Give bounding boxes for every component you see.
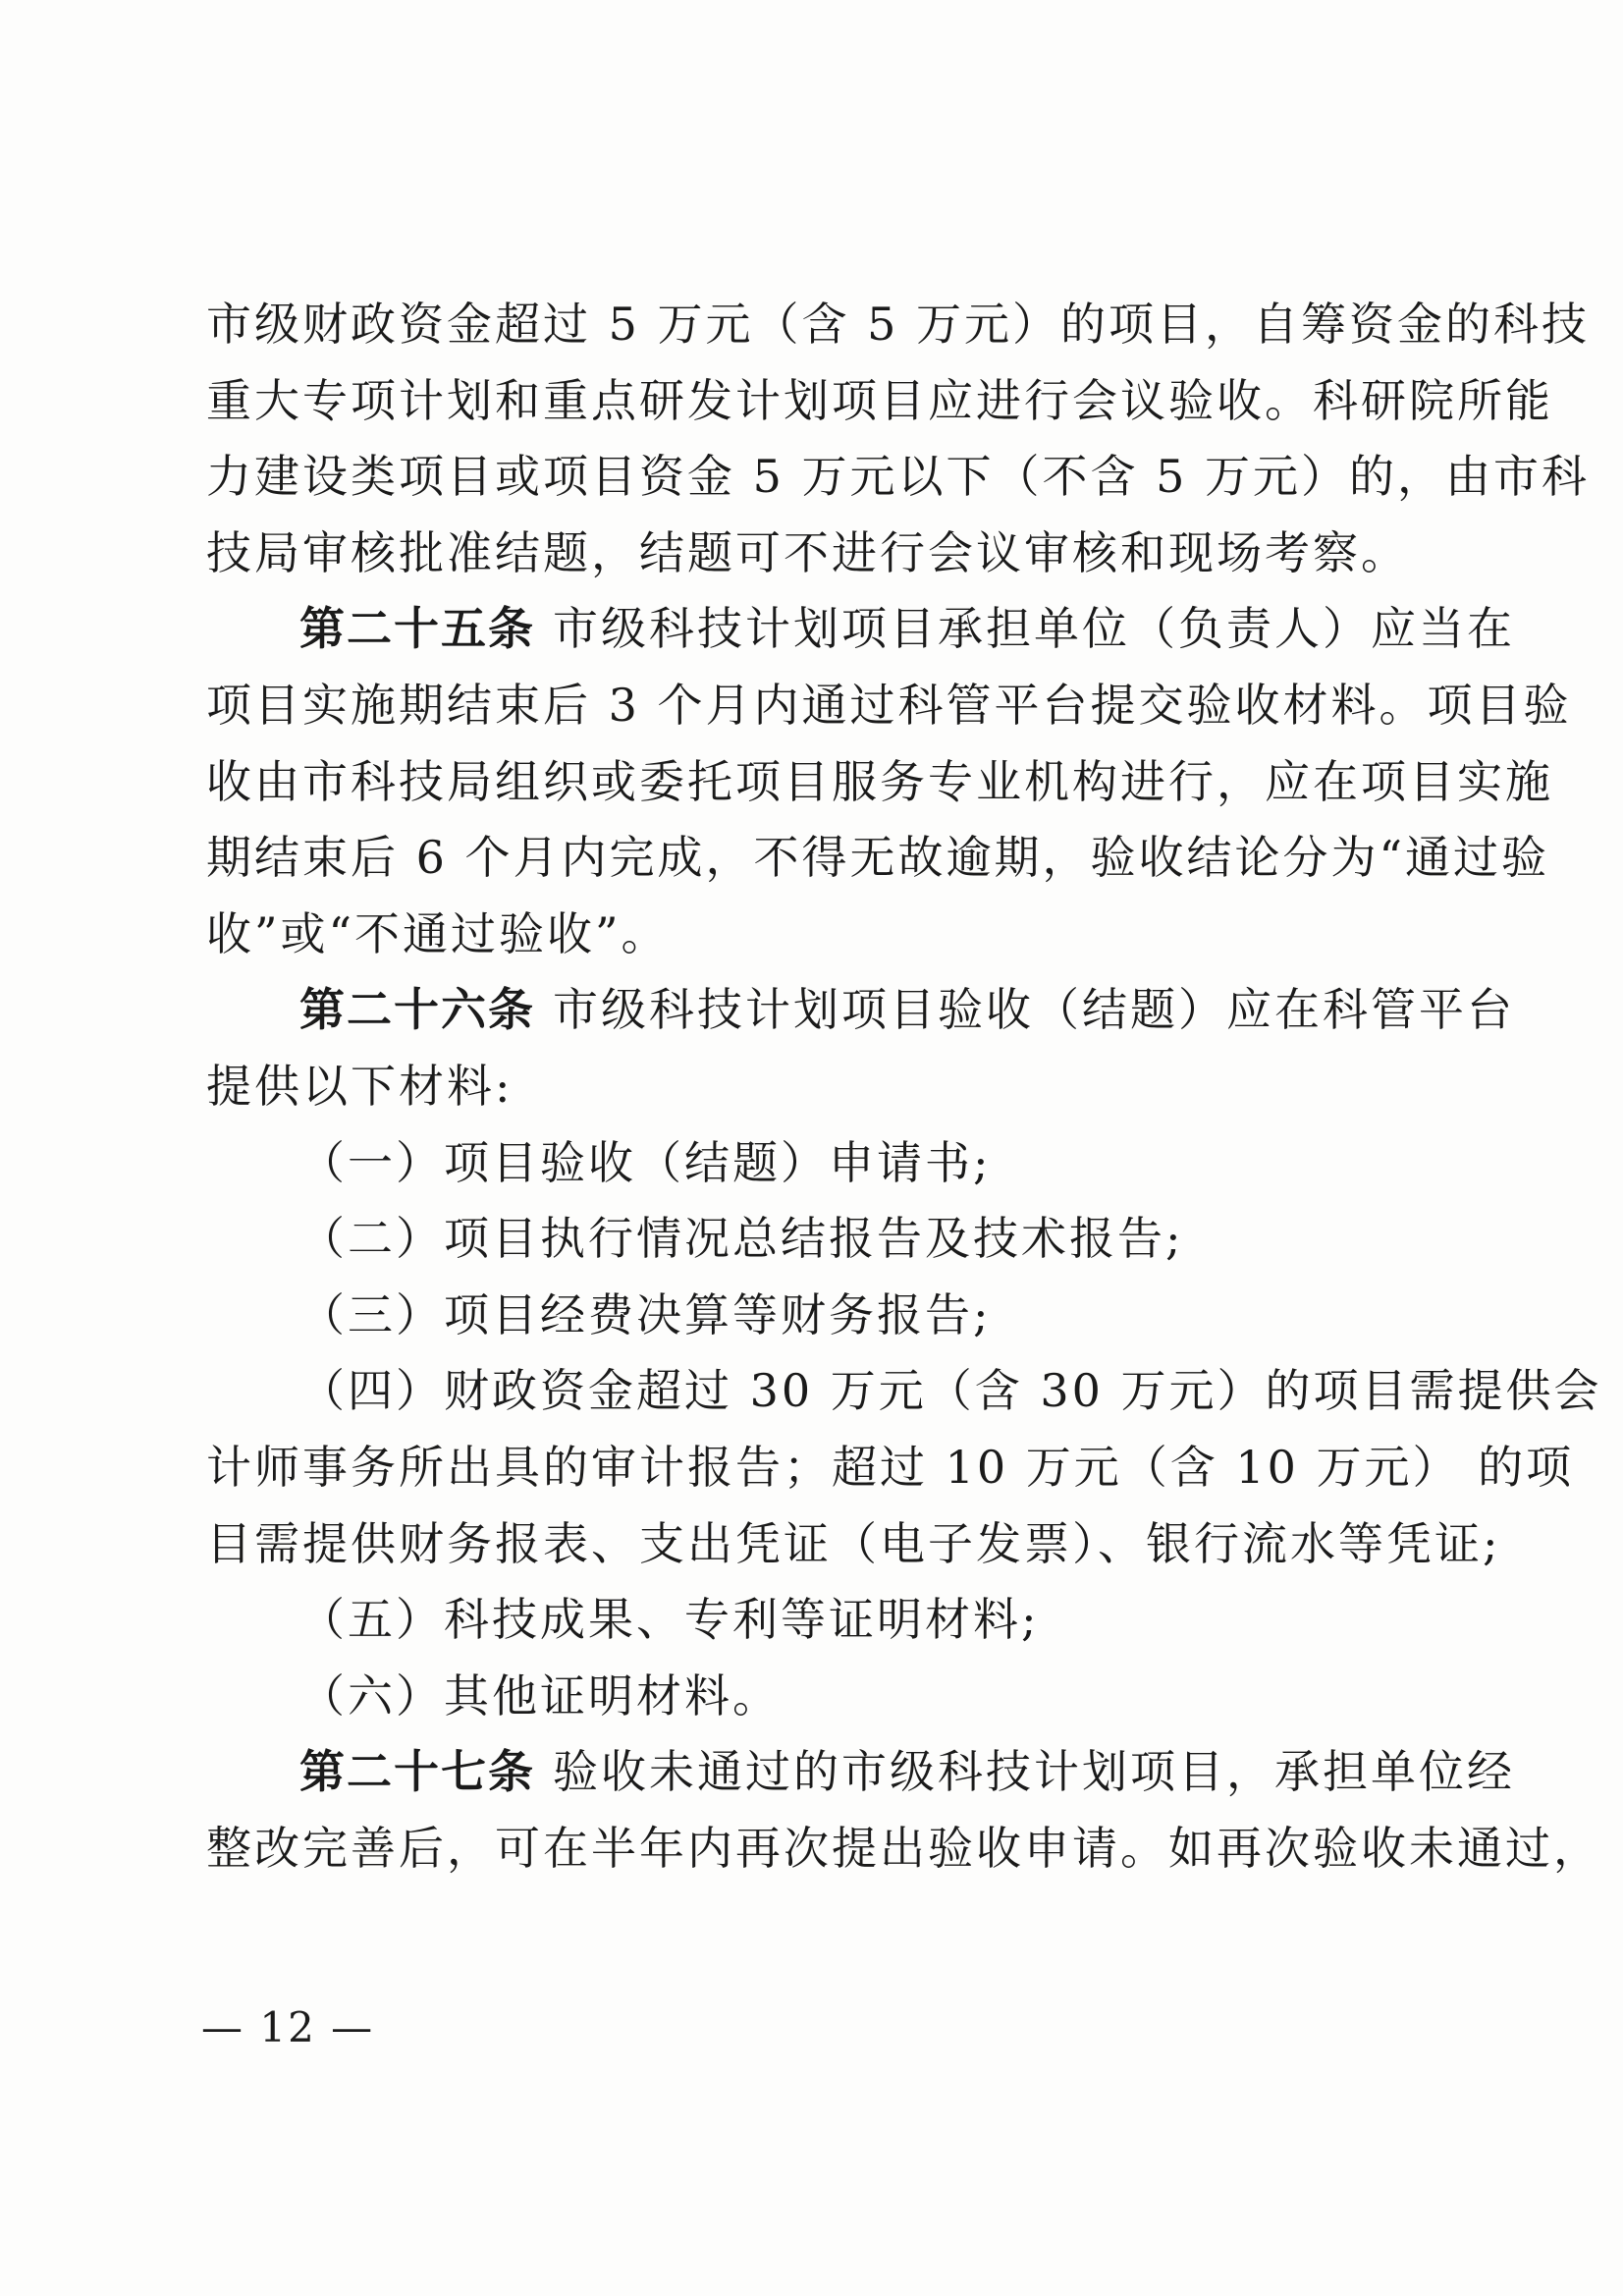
text-line: 期结束后 6 个月内完成，不得无故逾期，验收结论分为“通过验 [206, 831, 1550, 885]
document-body [206, 287, 1602, 1886]
article-27-first-line [206, 1734, 1515, 1811]
list-item: （五）科技成果、专利等证明材料; [299, 1593, 1040, 1647]
article-25-first-line [206, 591, 1515, 668]
list-item: （三）项目经费决算等财务报告; [299, 1287, 992, 1341]
article-26-heading: 第二十六条 [299, 983, 535, 1037]
text-line: 重大专项计划和重点研发计划项目应进行会议验收。科研院所能 [206, 373, 1553, 427]
article-25-heading: 第二十五条 [299, 602, 535, 656]
text-line: 收”或“不通过验收”。 [206, 906, 670, 960]
list-item: （一）项目验收（结题）申请书; [299, 1135, 992, 1189]
list-item: （六）其他证明材料。 [299, 1668, 781, 1722]
article-25-text: 市级科技计划项目承担单位（负责人）应当在 [553, 602, 1515, 656]
list-item: （四）财政资金超过 30 万元（含 30 万元）的项目需提供会 [299, 1364, 1602, 1418]
text-line: 整改完善后，可在半年内再次提出验收申请。如再次验收未通过， [206, 1821, 1601, 1875]
article-27-heading: 第二十七条 [299, 1745, 535, 1799]
text-line: 力建设类项目或项目资金 5 万元以下（不含 5 万元）的，由市科 [206, 450, 1591, 504]
list-item: （二）项目执行情况总结报告及技术报告; [299, 1212, 1184, 1266]
article-26-first-line [206, 972, 1515, 1049]
list-item-continuation: 计师事务所出具的审计报告；超过 10 万元（含 10 万元） 的项 [206, 1440, 1575, 1494]
text-line: 技局审核批准结题，结题可不进行会议审核和现场考察。 [206, 525, 1409, 579]
article-26-text: 市级科技计划项目验收（结题）应在科管平台 [553, 983, 1515, 1037]
text-line: 市级财政资金超过 5 万元（含 5 万元）的项目，自筹资金的科技 [206, 298, 1591, 351]
list-item-continuation: 目需提供财务报表、支出凭证（电子发票）、银行流水等凭证; [206, 1516, 1501, 1570]
article-27-text: 验收未通过的市级科技计划项目，承担单位经 [553, 1745, 1515, 1799]
text-line: 提供以下材料: [206, 1059, 514, 1113]
text-line: 项目实施期结束后 3 个月内通过科管平台提交验收材料。项目验 [206, 678, 1572, 732]
page-number: — 12 — [201, 2003, 375, 2051]
text-line: 收由市科技局组织或委托项目服务专业机构进行，应在项目实施 [206, 754, 1553, 808]
